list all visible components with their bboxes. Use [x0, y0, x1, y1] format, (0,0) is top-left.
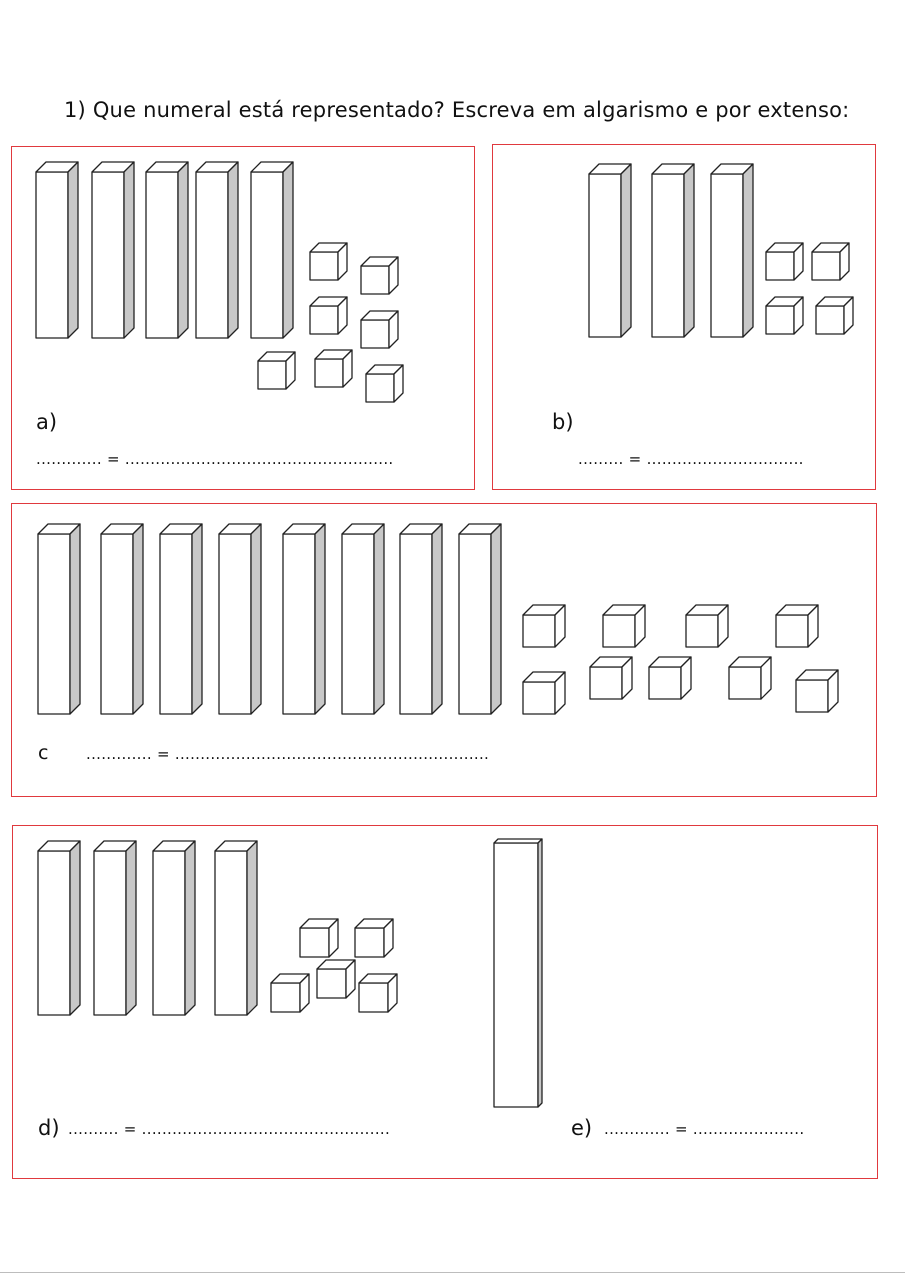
rod-front — [283, 534, 315, 714]
cube-front — [523, 682, 555, 714]
rod-top — [494, 839, 542, 843]
rod-side — [621, 164, 631, 337]
rod-front — [400, 534, 432, 714]
rod-side — [491, 524, 501, 714]
unit-cube — [523, 672, 565, 714]
ten-rod — [146, 162, 188, 338]
ten-rod — [711, 164, 753, 337]
rod-front — [160, 534, 192, 714]
rod-side — [374, 524, 384, 714]
cube-front — [361, 266, 389, 294]
answer-line-c[interactable]: ............. = .............................................................. — [86, 745, 490, 763]
cube-front — [361, 320, 389, 348]
rod-front — [251, 172, 283, 338]
unit-cube — [686, 605, 728, 647]
ten-rod — [494, 839, 542, 1107]
rod-side — [70, 841, 80, 1015]
unit-cube — [796, 670, 838, 712]
rod-front — [153, 851, 185, 1015]
cube-front — [359, 983, 388, 1012]
rod-front — [101, 534, 133, 714]
cube-front — [776, 615, 808, 647]
rods-group-e — [494, 839, 542, 1107]
answer-line-b[interactable]: ......... = ............................... — [578, 450, 804, 468]
rod-front — [94, 851, 126, 1015]
unit-cube — [812, 243, 849, 280]
cube-front — [315, 359, 343, 387]
rods-group-d — [38, 841, 257, 1015]
cube-front — [766, 306, 794, 334]
rod-front — [342, 534, 374, 714]
cubes-group-b — [766, 243, 853, 334]
ten-rod — [251, 162, 293, 338]
answer-line-a[interactable]: ............. = ..................................................... — [36, 450, 394, 468]
ten-rod — [196, 162, 238, 338]
ten-rod — [92, 162, 134, 338]
cube-front — [729, 667, 761, 699]
unit-cube — [766, 297, 803, 334]
item-label-e: e) — [571, 1116, 593, 1140]
ten-rod — [342, 524, 384, 714]
rod-side — [247, 841, 257, 1015]
rod-side — [126, 841, 136, 1015]
item-label-a: a) — [36, 410, 58, 434]
cube-front — [686, 615, 718, 647]
item-label-b: b) — [552, 410, 574, 434]
unit-cube — [258, 352, 295, 389]
rod-front — [219, 534, 251, 714]
cube-front — [816, 306, 844, 334]
cube-front — [258, 361, 286, 389]
rod-front — [711, 174, 743, 337]
ten-rod — [101, 524, 143, 714]
rod-side — [68, 162, 78, 338]
unit-cube — [366, 365, 403, 402]
rod-side — [251, 524, 261, 714]
cube-front — [523, 615, 555, 647]
ten-rod — [219, 524, 261, 714]
cube-front — [649, 667, 681, 699]
cubes-group-c — [523, 605, 838, 714]
unit-cube — [271, 974, 309, 1012]
rod-front — [92, 172, 124, 338]
unit-cube — [310, 243, 347, 280]
unit-cube — [523, 605, 565, 647]
rod-front — [494, 843, 538, 1107]
unit-cube — [729, 657, 771, 699]
page-edge — [0, 1272, 905, 1273]
ten-rod — [38, 524, 80, 714]
cubes-group-d — [271, 919, 397, 1012]
cube-front — [603, 615, 635, 647]
unit-cube — [310, 297, 347, 334]
rod-side — [133, 524, 143, 714]
rod-side — [315, 524, 325, 714]
ten-rod — [94, 841, 136, 1015]
unit-cube — [355, 919, 393, 957]
unit-cube — [359, 974, 397, 1012]
rods-group-c — [38, 524, 501, 714]
rod-side — [538, 839, 542, 1107]
unit-cube — [361, 257, 398, 294]
ten-rod — [459, 524, 501, 714]
rod-front — [36, 172, 68, 338]
rod-front — [215, 851, 247, 1015]
cube-front — [590, 667, 622, 699]
ten-rod — [589, 164, 631, 337]
rod-side — [228, 162, 238, 338]
ten-rod — [283, 524, 325, 714]
unit-cube — [315, 350, 352, 387]
cube-front — [310, 252, 338, 280]
rod-side — [684, 164, 694, 337]
unit-cube — [361, 311, 398, 348]
item-label-c: c — [38, 742, 49, 764]
ten-rod — [36, 162, 78, 338]
answer-line-e[interactable]: ............. = ...................... — [604, 1120, 805, 1138]
rod-side — [283, 162, 293, 338]
rod-side — [432, 524, 442, 714]
rod-side — [185, 841, 195, 1015]
rod-front — [146, 172, 178, 338]
unit-cube — [766, 243, 803, 280]
rod-front — [38, 534, 70, 714]
ten-rod — [652, 164, 694, 337]
cube-front — [766, 252, 794, 280]
cube-front — [317, 969, 346, 998]
ten-rod — [153, 841, 195, 1015]
rod-front — [38, 851, 70, 1015]
unit-cube — [603, 605, 645, 647]
ten-rod — [400, 524, 442, 714]
unit-cube — [590, 657, 632, 699]
cube-front — [366, 374, 394, 402]
unit-cube — [776, 605, 818, 647]
rod-side — [124, 162, 134, 338]
rod-side — [743, 164, 753, 337]
ten-rod — [160, 524, 202, 714]
cube-front — [300, 928, 329, 957]
rod-side — [192, 524, 202, 714]
unit-cube — [317, 960, 355, 998]
rod-side — [178, 162, 188, 338]
rod-side — [70, 524, 80, 714]
rod-front — [652, 174, 684, 337]
unit-cube — [300, 919, 338, 957]
rod-front — [589, 174, 621, 337]
unit-cube — [649, 657, 691, 699]
rods-group-a — [36, 162, 293, 338]
rods-group-b — [589, 164, 753, 337]
rod-front — [196, 172, 228, 338]
item-label-d: d) — [38, 1116, 60, 1140]
cube-front — [310, 306, 338, 334]
answer-line-d[interactable]: .......... = ................................................. — [68, 1120, 391, 1138]
ten-rod — [215, 841, 257, 1015]
cube-front — [796, 680, 828, 712]
rod-front — [459, 534, 491, 714]
cube-front — [271, 983, 300, 1012]
cube-front — [812, 252, 840, 280]
ten-rod — [38, 841, 80, 1015]
unit-cube — [816, 297, 853, 334]
cube-front — [355, 928, 384, 957]
exercise-title: 1) Que numeral está representado? Escreva em algarismo e por extenso: — [64, 98, 850, 122]
